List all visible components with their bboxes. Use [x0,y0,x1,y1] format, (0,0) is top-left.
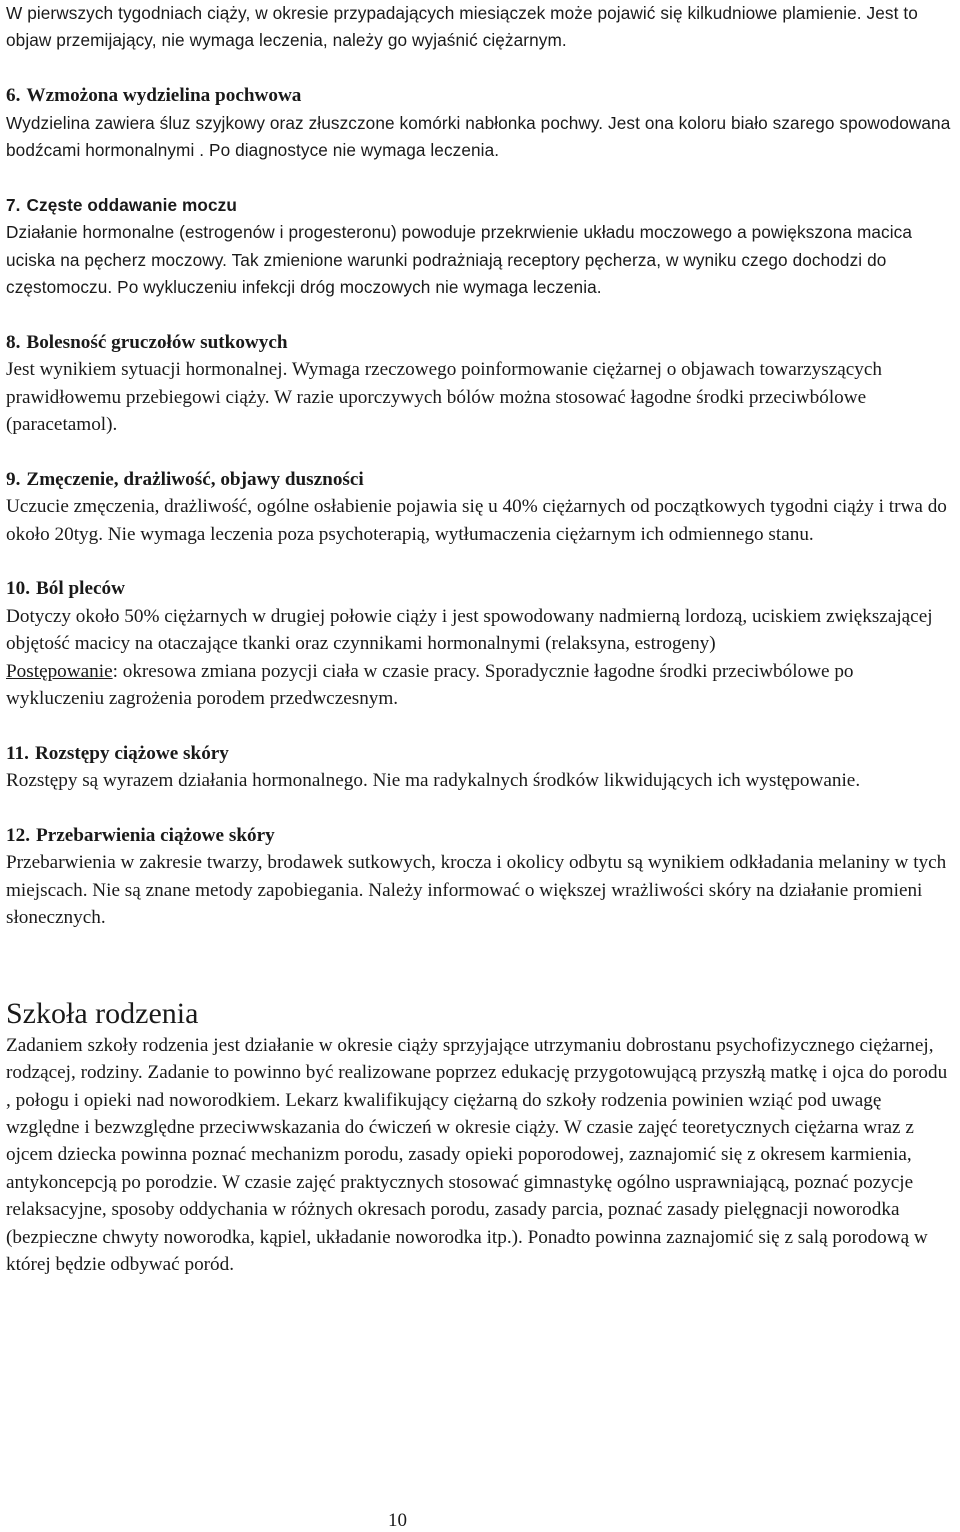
section-body: Jest wynikiem sytuacji hormonalnej. Wymaga rzeczowego poinformowanie ciężarnej o objawach towarzyszących prawidłowemu przebiegowi ciąży. W razie uporczywych bólów można stosować łagodne środki przeciwbólowe (paracetamol). [6,359,882,436]
section-heading [6,192,956,219]
page-number: 10 [388,1510,407,1531]
section-9 [6,466,956,548]
section-number: 10. [6,578,30,600]
section-heading [6,822,956,849]
section-title: Bolesność gruczołów sutkowych [26,331,288,353]
section-body: Przebarwienia w zakresie twarzy, brodawek sutkowych, krocza i okolicy odbytu są wynikiem odkładania melaniny w tych miejscach. Nie są znane metody zapobiegania. Należy informować o większej wrażliwości skóry na działanie promieni słonecznych. [6,852,947,929]
section-number: 8. [6,331,21,353]
section-title: Częste oddawanie moczu [26,194,237,215]
section-heading [6,740,956,767]
section-heading [6,329,956,356]
procedure-label: Postępowanie [6,660,113,682]
section-heading [6,575,956,602]
section-title: Zmęczenie, drażliwość, objawy duszności [26,468,364,490]
section-body: Rozstępy są wyrazem działania hormonalnego. Nie ma radykalnych środków likwidujących ich występowanie. [6,770,861,792]
section-title: Wzmożona wydzielina pochwowa [26,85,302,107]
section-number: 12. [6,825,30,847]
section-body: Wydzielina zawiera śluz szyjkowy oraz złuszczone komórki nabłonka pochwy. Jest ona koloru biało szarego spowodowana bodźcami hormonalnymi . Po diagnostyce nie wymaga leczenia. [6,112,951,161]
section-title: Przebarwienia ciążowe skóry [35,825,275,847]
school-body: Zadaniem szkoły rodzenia jest działanie w okresie ciąży sprzyjające utrzymaniu dobrostanu psychofizycznego ciężarnej, rodzącej, rodziny. Zadanie to powinno być realizowane poprzez edukację przygotowującą przyszłą matkę i ojca do porodu , połogu i opieki nad noworodkiem. Lekarz kwalifikujący ciężarną do szkoły rodzenia powinien wziąć pod uwagę względne i bezwzględne przeciwwskazania do ćwiczeń w okresie ciąży. W czasie zajęć teoretycznych ciężarna wraz z ojcem dziecka powinna poznać mechanizm porodu, zasady opieki poporodowej, zaznajomić się z okresem karmienia, antykoncepcją po porodzie. W czasie zajęć praktycznych stosować gimnastykę ogólno usprawniającą, poznać pozycje relaksacyjne, sposoby oddychania w różnych okresach porodu, zasady parcia, poznać zasady pielęgnacji noworodka (bezpieczne chwyty noworodka, kąpiel, układanie noworodka itp.). Ponadto powinna zaznajomić się z salą porodową w której będzie odbywać poród. [6,1034,948,1275]
intro-paragraph: W pierwszych tygodniach ciąży, w okresie przypadających miesiączek może pojawić się kilkudniowe plamienie. Jest to objaw przemijający, nie wymaga leczenia, należy go wyjaśnić ciężarnym. [6,3,918,51]
school-title: Szkoła rodzenia [6,996,199,1030]
section-body: Działanie hormonalne (estrogenów i progesteronu) powoduje przekrwienie układu moczowego a powiększona macica uciska na pęcherz moczowy. Tak zmienione warunki podrażniają receptory pęcherza, w wyniku czego dochodzi do częstomoczu. Po wykluczeniu infekcji dróg moczowych nie wymaga leczenia. [6,222,912,298]
school-section [6,996,956,1279]
section-heading [6,466,956,493]
section-number: 11. [6,742,29,764]
section-number: 6. [6,85,21,107]
section-title: Rozstępy ciążowe skóry [34,742,229,764]
section-body: Dotyczy około 50% ciężarnych w drugiej połowie ciąży i jest spowodowany nadmierną lordozą, uciskiem zwiększającej objętość macicy na otaczające tkanki oraz czynnikami hormonalnymi (relaksyna, estrogeny) [6,605,933,655]
section-7 [6,192,956,302]
document-page [6,0,956,1278]
procedure-text: : okresowa zmiana pozycji ciała w czasie pracy. Sporadycznie łagodne środki przeciwbólowe po wykluczeniu zagrożenia porodem przedwczesnym. [6,660,854,710]
section-number: 9. [6,468,21,490]
section-10 [6,575,956,712]
section-heading [6,82,956,109]
section-8 [6,329,956,439]
section-12 [6,822,956,932]
section-number: 7. [6,194,21,215]
section-title: Ból pleców [35,578,125,600]
section-6 [6,82,956,164]
section-11 [6,740,956,795]
section-body: Uczucie zmęczenia, drażliwość, ogólne osłabienie pojawia się u 40% ciężarnych od początkowych tygodni ciąży i trwa do około 20tyg. Nie wymaga leczenia poza psychoterapią, wytłumaczenia ciężarnym ich odmiennego stanu. [6,496,947,545]
procedure-paragraph [6,658,956,713]
